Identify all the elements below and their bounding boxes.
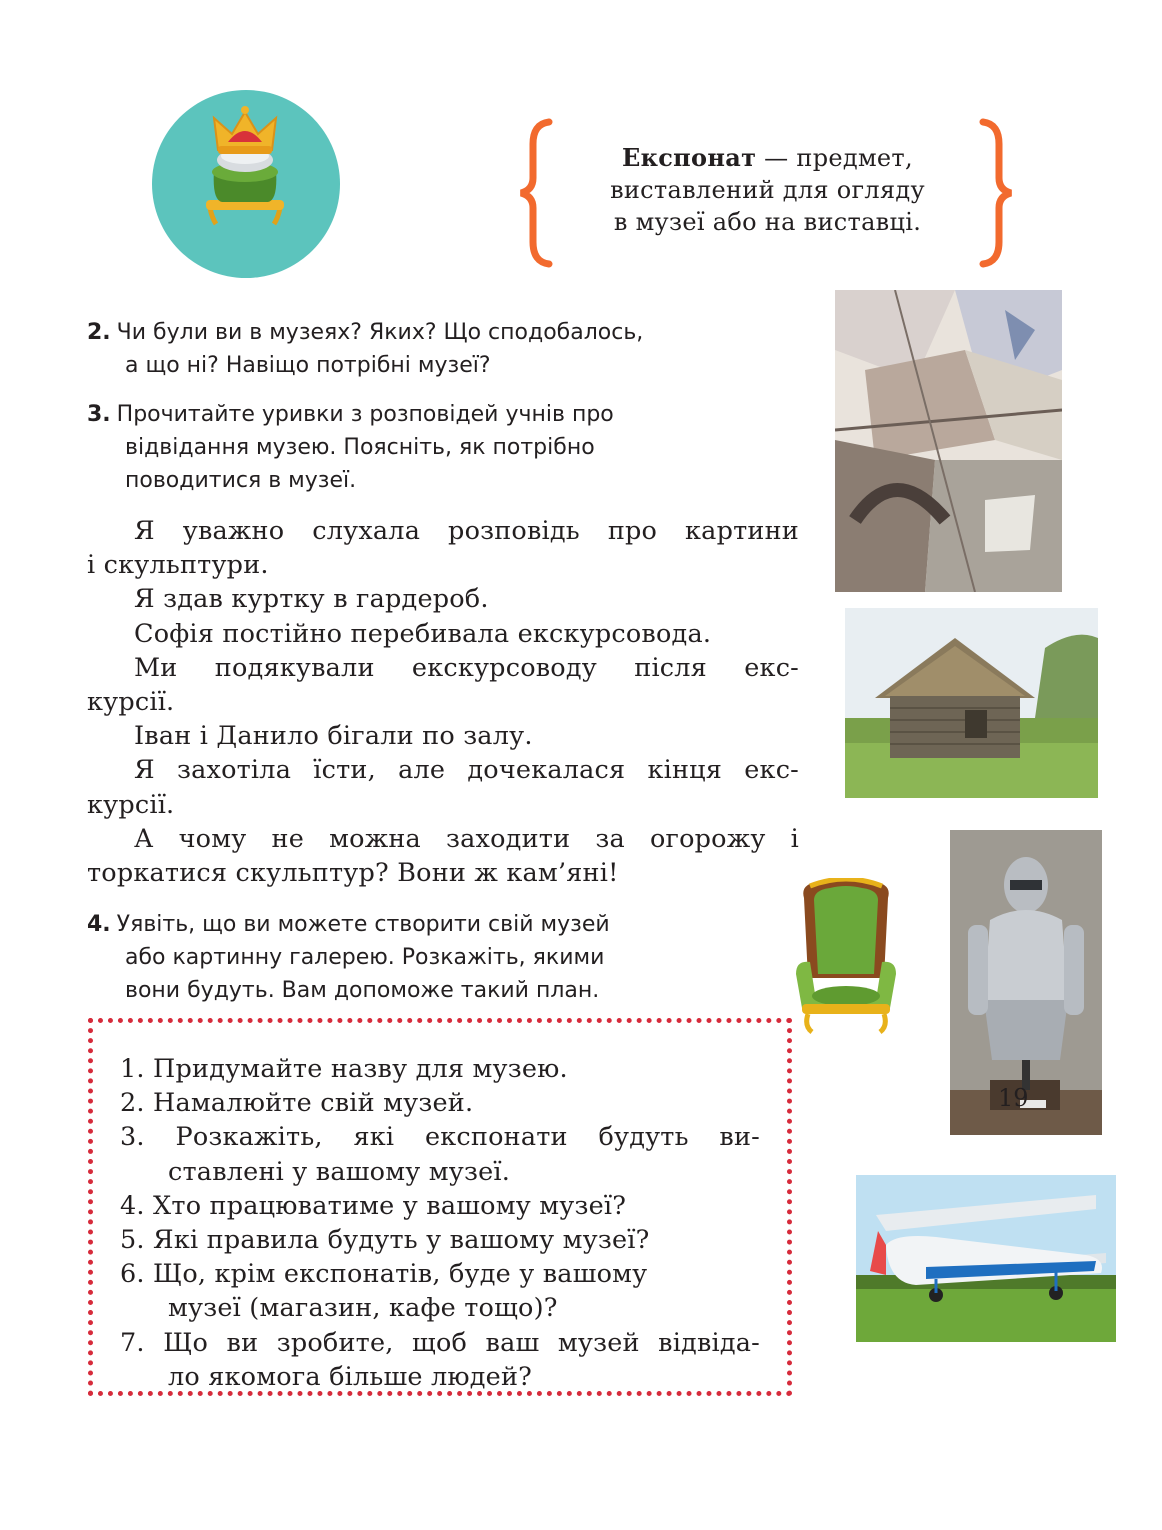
crown-icon	[152, 90, 340, 278]
plan-item-continuation: ло якомога більше людей?	[168, 1361, 533, 1392]
task-4	[87, 908, 610, 1007]
armchair-icon	[790, 878, 902, 1038]
definition-line3: в музеї або на виставці.	[613, 208, 922, 236]
crown-circle	[152, 90, 340, 278]
excerpt-line: курсії.	[87, 687, 175, 718]
task-4-line3: вони будуть. Вам допоможе такий план.	[125, 978, 600, 1003]
excerpt-line: А чому не можна заходити за огорожу і	[134, 823, 799, 854]
task-2-line1: Чи були ви в музеях? Яких? Що сподобалось,	[116, 320, 644, 345]
task-4-line1: Уявіть, що ви можете створити свій музей	[116, 912, 610, 937]
definition-term: Експонат	[622, 143, 757, 172]
airplane-image	[856, 1175, 1116, 1342]
plan-item: 5. Які правила будуть у вашому музеї?	[120, 1225, 650, 1256]
excerpt-line: курсії.	[87, 789, 175, 820]
plan-item-continuation: ставлені у вашому музеї.	[168, 1156, 511, 1187]
plan-item: 6. Що, крім експонатів, буде у вашому	[120, 1259, 648, 1290]
task-4-line2: або картинну галерею. Розкажіть, якими	[125, 945, 605, 970]
task-2-line2: а що ні? Навіщо потрібні музеї?	[125, 353, 491, 378]
task-2-number: 2.	[87, 320, 111, 345]
plan-item: 4. Хто працюватиме у вашому музеї?	[120, 1190, 627, 1221]
task-2	[87, 316, 643, 382]
cubist-painting-image	[835, 290, 1062, 592]
page-number: 19	[998, 1084, 1029, 1112]
task-3-line3: поводитися в музеї.	[125, 468, 357, 493]
plan-item: 2. Намалюйте свій музей.	[120, 1088, 474, 1119]
task-3-line2: відвідання музею. Поясніть, як потрібно	[125, 435, 595, 460]
task-3-number: 3.	[87, 402, 111, 427]
excerpt-line: торкатися скульптур? Вони ж кам’яні!	[87, 858, 619, 889]
task-4-number: 4.	[87, 912, 111, 937]
excerpt-line: Я уважно слухала розповідь про картини	[134, 516, 799, 546]
excerpt-line: і скульптури.	[87, 550, 269, 581]
plan-list	[120, 1052, 760, 1394]
excerpts	[87, 514, 799, 890]
definition-line2: виставлений для огляду	[610, 176, 925, 204]
excerpt-line: Ми подякували екскурсоводу після екс-	[134, 652, 799, 683]
thatched-house-image	[845, 608, 1098, 798]
excerpt-line: Софія постійно перебивала екскурсовода.	[134, 618, 712, 649]
excerpt-line: Я захотіла їсти, але дочекалася кінця екс-	[134, 755, 799, 786]
task-3	[87, 398, 614, 497]
plan-item: 1. Придумайте назву для музею.	[120, 1054, 568, 1084]
definition-box	[515, 118, 1020, 268]
plan-item: 3. Розкажіть, які експонати будуть ви-	[120, 1122, 760, 1153]
plan-item-continuation: музеї (магазин, кафе тощо)?	[168, 1293, 558, 1324]
task-3-line1: Прочитайте уривки з розповідей учнів про	[116, 402, 614, 427]
left-brace-icon	[515, 118, 555, 268]
plan-item: 7. Що ви зробите, щоб ваш музей відвіда-	[120, 1327, 760, 1358]
definition-text	[560, 142, 975, 238]
definition-line1: — предмет,	[756, 144, 913, 172]
excerpt-line: Іван і Данило бігали по залу.	[134, 721, 533, 752]
right-brace-icon	[977, 118, 1017, 268]
excerpt-line: Я здав куртку в гардероб.	[134, 584, 489, 615]
